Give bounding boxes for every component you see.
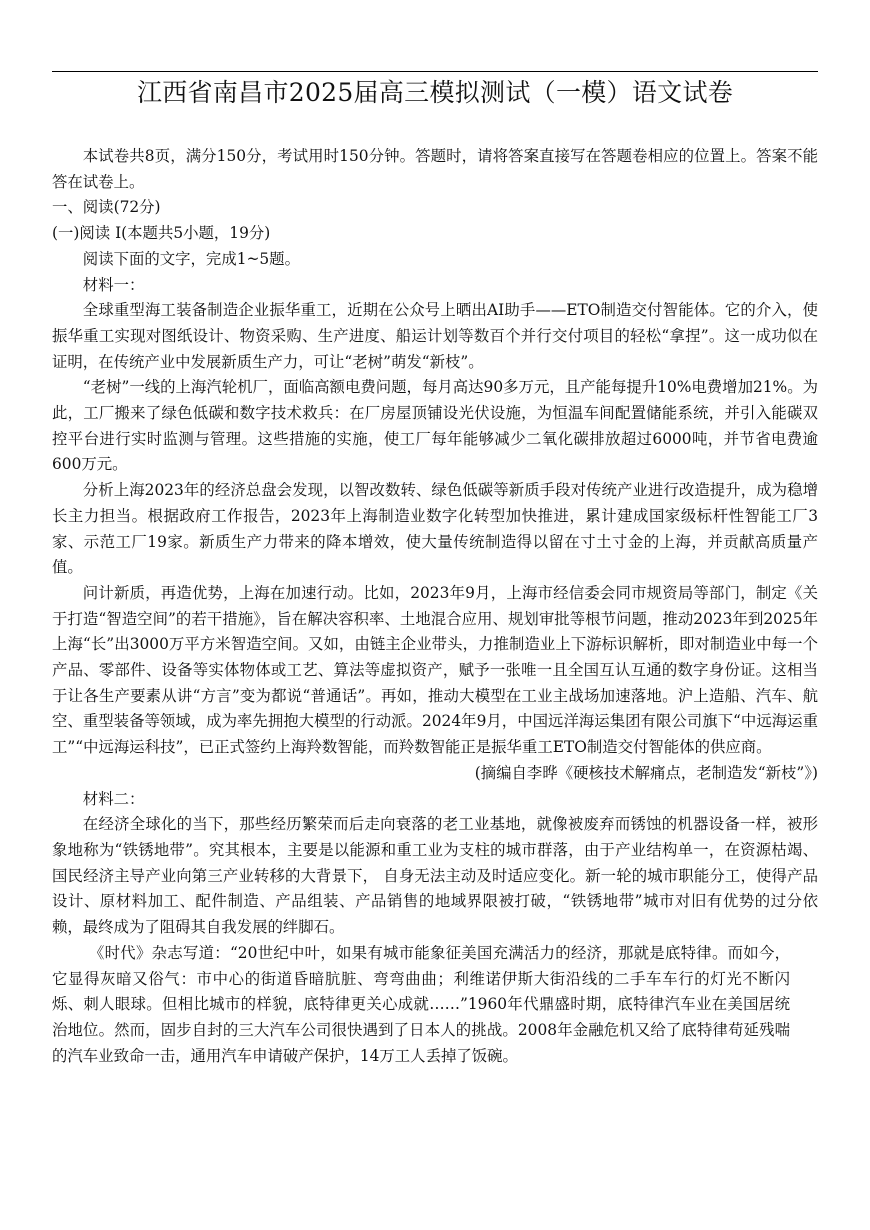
material-one-paragraph: 问计新质，再造优势，上海在加速行动。比如，2023年9月，上海市经信委会同市规资局等部门，制定《关于打造“智造空间”的若干措施》，旨在解决容积率、土地混合应用、规划审批等根节问题，推动2023年到2025年上海“长”出3000万平方米智造空间。又如，由链主企业带头，力推制造业上下游标识解析，即对制造业中每一个产品、零部件、设备等实体物体或工艺、算法等虚拟资产，赋予一张唯一且全国互认互通的数字身份证。这相当于让各生产要素从讲“方言”变为都说“普通话”。再如，推动大模型在工业主战场加速落地。沪上造船、汽车、航空、重型装备等领域，成为率先拥抱大模型的行动派。2024年9月，中国远洋海运集团有限公司旗下“中远海运重工”“中远海运科技”，已正式签约上海羚数智能，而羚数智能正是振华重工ETO制造交付智能体的供应商。 bbox=[52, 583, 818, 757]
exam-body bbox=[52, 144, 818, 1069]
material-two-paragraph: 《时代》杂志写道：“20世纪中叶，如果有城市能象征美国充满活力的经济，那就是底特律。而如今，它显得灰暗又俗气：市中心的街道昏暗肮脏、弯弯曲曲；利维诺伊斯大街沿线的二手车车行的灯光不断闪烁、刺人眼球。但相比城市的样貌，底特律更关心成就……”1960年代鼎盛时期，底特律汽车业在美国居统治地位。然而，固步自封的三大汽车公司很快遇到了日本人的挑战。2008年金融危机又给了底特律苟延残喘的汽车业致命一击，通用汽车申请破产保护，14万工人丢掉了饭碗。 bbox=[52, 943, 790, 1065]
reading-instruction: 阅读下面的文字，完成1~5题。 bbox=[82, 249, 300, 268]
header-rule bbox=[52, 71, 818, 72]
material-one-paragraph: 全球重型海工装备制造企业振华重工，近期在公众号上晒出AI助手——ETO制造交付智能体。它的介入，使振华重工实现对图纸设计、物资采购、生产进度、船运计划等数百个并行交付项目的轻松“拿捏”。这一成功似在证明，在传统产业中发展新质生产力，可让“老树”萌发“新枝”。 bbox=[52, 301, 818, 371]
material-one-source: (摘编自李晔《硬核技术解痛点，老制造发“新枝”》) bbox=[474, 763, 818, 782]
material-two-paragraph: 在经济全球化的当下，那些经历繁荣而后走向衰落的老工业基地，就像被废弃而锈蚀的机器设备一样，被形象地称为“铁锈地带”。究其根本，主要是以能源和重工业为支柱的城市群落，由于产业结构单一，在资源枯竭、国民经济主导产业向第三产业转移的大背景下， 自身无法主动及时适应变化。新一轮的城市职能分工，使得产品设计、原材料加工、配件制造、产品组装、产品销售的地域界限被打破，“铁锈地带”城市对旧有优势的过分依赖，最终成为了阻碍其自我发展的绊脚石。 bbox=[52, 815, 818, 937]
material-two-label: 材料二： bbox=[82, 789, 145, 808]
material-one-paragraph: 分析上海2023年的经济总盘会发现，以智改数转、绿色低碳等新质手段对传统产业进行改造提升，成为稳增长主力担当。根据政府工作报告，2023年上海制造业数字化转型加快推进，累计建成国家级标杆性智能工厂3家、示范工厂19家。新质生产力带来的降本增效，使大量传统制造得以留在寸土寸金的上海，并贡献高质量产值。 bbox=[52, 481, 818, 577]
material-one-paragraph: “老树”一线的上海汽轮机厂，面临高额电费问题，每月高达90多万元，且产能每提升10%电费增加21%。为此，工厂搬来了绿色低碳和数字技术救兵：在厂房屋顶铺设光伏设施，为恒温车间配置储能系统，并引入能碳双控平台进行实时监测与管理。这些措施的实施，使工厂每年能够减少二氧化碳排放超过6000吨，并节省电费逾600万元。 bbox=[52, 378, 818, 474]
material-one-label: 材料一： bbox=[82, 275, 145, 294]
page-title: 江西省南昌市2025届高三模拟测试（一模）语文试卷 bbox=[136, 78, 734, 107]
part-heading: (一)阅读 I(本题共5小题，19分) bbox=[52, 224, 271, 243]
exam-notice: 本试卷共8页，满分150分，考试用时150分钟。答题时，请将答案直接写在答题卷相应的位置上。答案不能答在试卷上。 bbox=[52, 147, 818, 191]
section-heading: 一、阅读(72分) bbox=[52, 198, 161, 217]
